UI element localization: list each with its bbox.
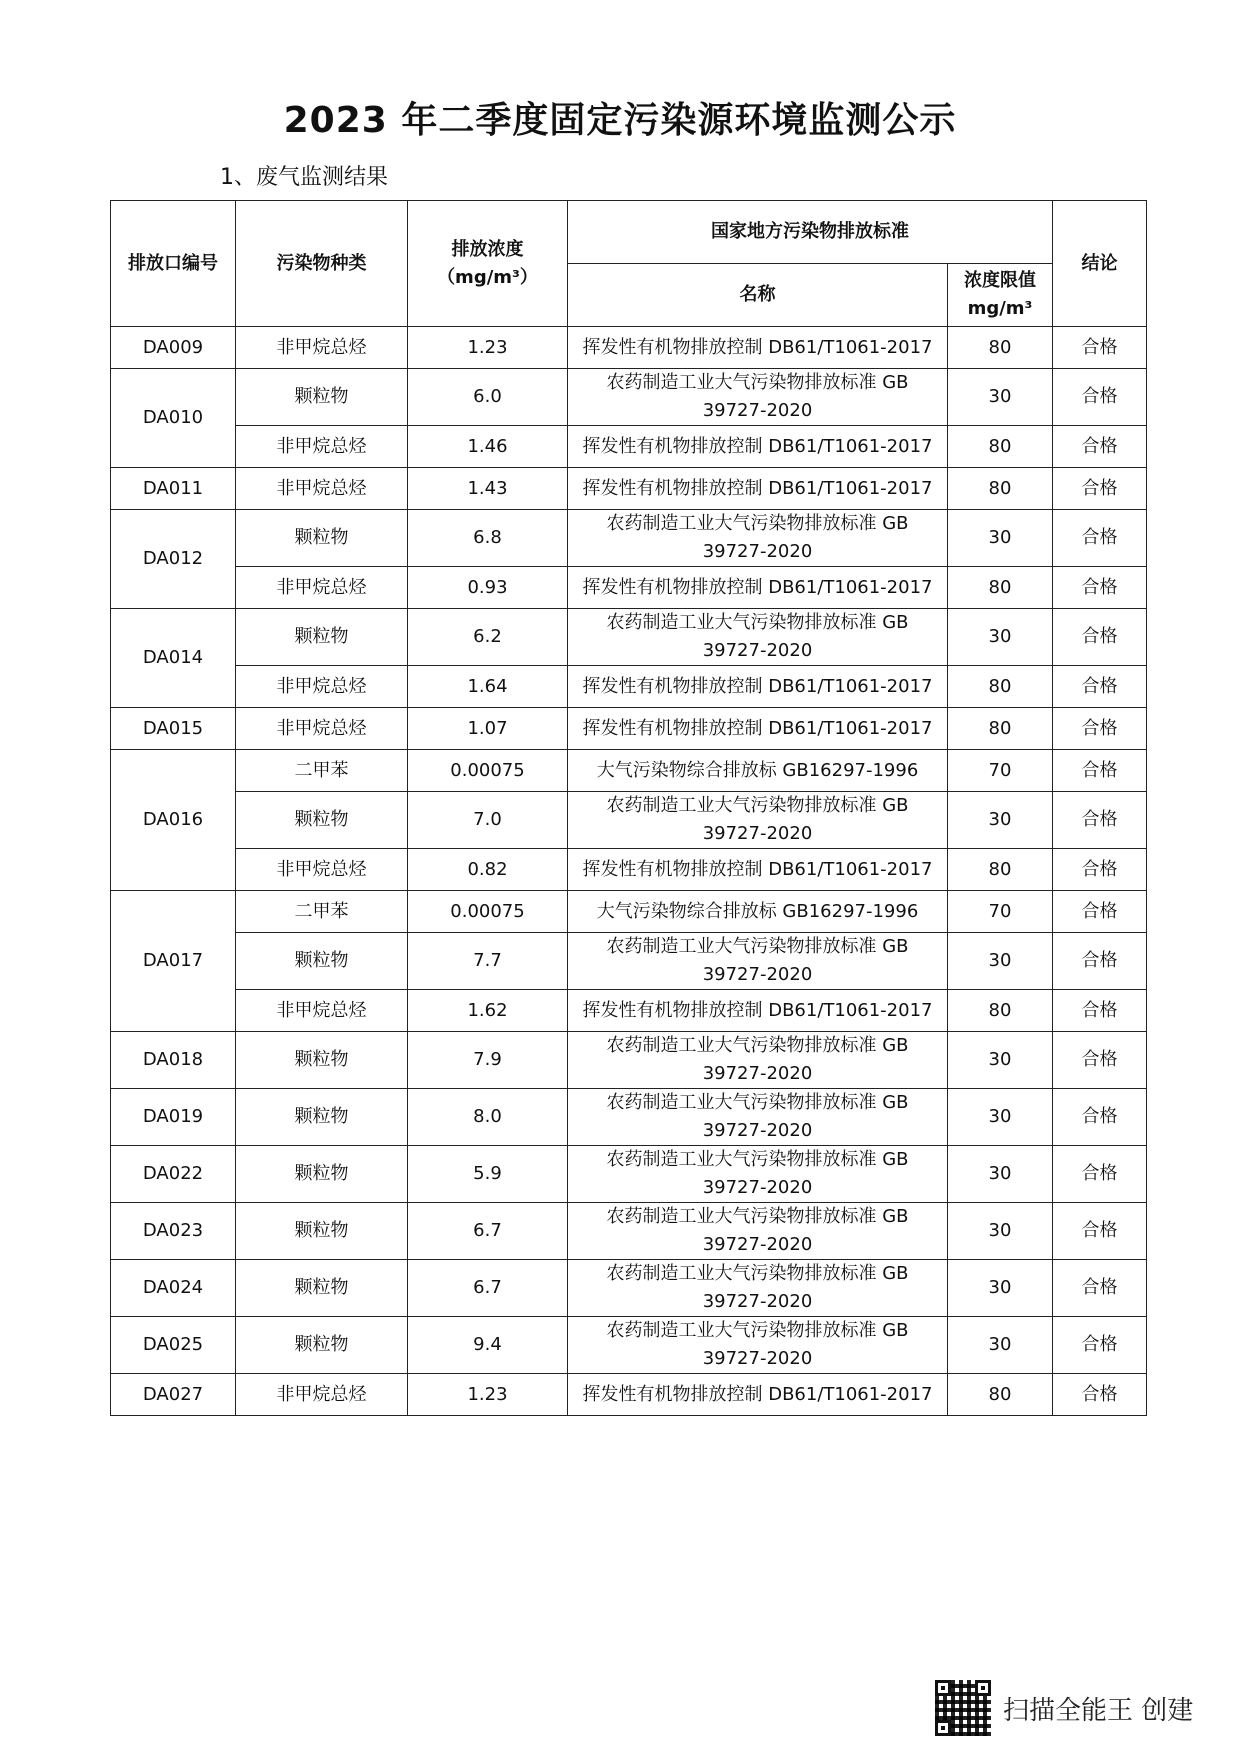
conclusion-cell: 合格 bbox=[1053, 1260, 1147, 1317]
standard-cell: 农药制造工业大气污染物排放标准 GB 39727-2020 bbox=[568, 1203, 948, 1260]
table-row bbox=[111, 1146, 1147, 1203]
pollutant-cell: 非甲烷总烃 bbox=[236, 849, 408, 891]
outlet-cell: DA017 bbox=[111, 891, 236, 1032]
table-row bbox=[111, 1260, 1147, 1317]
standard-cell: 挥发性有机物排放控制 DB61/T1061-2017 bbox=[568, 666, 948, 708]
pollutant-cell: 非甲烷总烃 bbox=[236, 708, 408, 750]
outlet-cell: DA014 bbox=[111, 609, 236, 708]
conclusion-cell: 合格 bbox=[1053, 849, 1147, 891]
table-row bbox=[111, 510, 1147, 567]
standard-cell: 农药制造工业大气污染物排放标准 GB 39727-2020 bbox=[568, 1260, 948, 1317]
table-row bbox=[111, 1374, 1147, 1416]
table-row bbox=[111, 708, 1147, 750]
limit-cell: 80 bbox=[948, 426, 1053, 468]
table-row bbox=[111, 1032, 1147, 1089]
limit-cell: 80 bbox=[948, 990, 1053, 1032]
conclusion-cell: 合格 bbox=[1053, 426, 1147, 468]
standard-cell: 挥发性有机物排放控制 DB61/T1061-2017 bbox=[568, 708, 948, 750]
outlet-cell: DA011 bbox=[111, 468, 236, 510]
limit-cell: 80 bbox=[948, 567, 1053, 609]
standard-cell: 大气污染物综合排放标 GB16297-1996 bbox=[568, 891, 948, 933]
concentration-cell: 7.7 bbox=[408, 933, 568, 990]
concentration-cell: 1.43 bbox=[408, 468, 568, 510]
outlet-cell: DA027 bbox=[111, 1374, 236, 1416]
pollutant-cell: 二甲苯 bbox=[236, 891, 408, 933]
conclusion-cell: 合格 bbox=[1053, 369, 1147, 426]
concentration-cell: 0.00075 bbox=[408, 891, 568, 933]
limit-cell: 80 bbox=[948, 708, 1053, 750]
outlet-cell: DA025 bbox=[111, 1317, 236, 1374]
header-limit bbox=[948, 264, 1053, 327]
standard-cell: 挥发性有机物排放控制 DB61/T1061-2017 bbox=[568, 426, 948, 468]
concentration-cell: 6.7 bbox=[408, 1203, 568, 1260]
standard-cell: 农药制造工业大气污染物排放标准 GB 39727-2020 bbox=[568, 933, 948, 990]
standard-cell: 农药制造工业大气污染物排放标准 GB 39727-2020 bbox=[568, 369, 948, 426]
limit-cell: 30 bbox=[948, 1203, 1053, 1260]
limit-cell: 80 bbox=[948, 468, 1053, 510]
watermark-text: 扫描全能王 创建 bbox=[1003, 1695, 1194, 1726]
concentration-cell: 9.4 bbox=[408, 1317, 568, 1374]
standard-cell: 大气污染物综合排放标 GB16297-1996 bbox=[568, 750, 948, 792]
concentration-cell: 1.07 bbox=[408, 708, 568, 750]
header-conclusion: 结论 bbox=[1053, 201, 1147, 327]
table-row bbox=[111, 1203, 1147, 1260]
outlet-cell: DA016 bbox=[111, 750, 236, 891]
header-concentration-unit: （mg/m³） bbox=[437, 266, 538, 288]
limit-cell: 30 bbox=[948, 369, 1053, 426]
header-outlet: 排放口编号 bbox=[111, 201, 236, 327]
limit-cell: 30 bbox=[948, 1317, 1053, 1374]
header-standard-name: 名称 bbox=[568, 264, 948, 327]
pollutant-cell: 颗粒物 bbox=[236, 1032, 408, 1089]
header-standard-group: 国家地方污染物排放标准 bbox=[568, 201, 1053, 264]
pollutant-cell: 颗粒物 bbox=[236, 933, 408, 990]
outlet-cell: DA019 bbox=[111, 1089, 236, 1146]
pollutant-cell: 非甲烷总烃 bbox=[236, 567, 408, 609]
table-row bbox=[111, 567, 1147, 609]
limit-cell: 30 bbox=[948, 510, 1053, 567]
table-row bbox=[111, 327, 1147, 369]
pollutant-cell: 非甲烷总烃 bbox=[236, 1374, 408, 1416]
concentration-cell: 1.62 bbox=[408, 990, 568, 1032]
concentration-cell: 6.0 bbox=[408, 369, 568, 426]
standard-cell: 挥发性有机物排放控制 DB61/T1061-2017 bbox=[568, 468, 948, 510]
pollutant-cell: 颗粒物 bbox=[236, 1260, 408, 1317]
outlet-cell: DA023 bbox=[111, 1203, 236, 1260]
outlet-cell: DA018 bbox=[111, 1032, 236, 1089]
header-limit-unit: mg/m³ bbox=[967, 298, 1033, 319]
conclusion-cell: 合格 bbox=[1053, 1203, 1147, 1260]
section-heading: 1、废气监测结果 bbox=[220, 165, 388, 190]
conclusion-cell: 合格 bbox=[1053, 567, 1147, 609]
header-limit-label: 浓度限值 bbox=[964, 270, 1036, 291]
standard-cell: 农药制造工业大气污染物排放标准 GB 39727-2020 bbox=[568, 1089, 948, 1146]
pollutant-cell: 颗粒物 bbox=[236, 1146, 408, 1203]
standard-cell: 农药制造工业大气污染物排放标准 GB 39727-2020 bbox=[568, 792, 948, 849]
concentration-cell: 1.46 bbox=[408, 426, 568, 468]
pollutant-cell: 非甲烷总烃 bbox=[236, 990, 408, 1032]
limit-cell: 70 bbox=[948, 750, 1053, 792]
standard-cell: 挥发性有机物排放控制 DB61/T1061-2017 bbox=[568, 990, 948, 1032]
table-row bbox=[111, 369, 1147, 426]
table-row bbox=[111, 933, 1147, 990]
header-concentration-label: 排放浓度 bbox=[451, 238, 524, 260]
conclusion-cell: 合格 bbox=[1053, 510, 1147, 567]
limit-cell: 70 bbox=[948, 891, 1053, 933]
limit-cell: 80 bbox=[948, 327, 1053, 369]
standard-cell: 挥发性有机物排放控制 DB61/T1061-2017 bbox=[568, 849, 948, 891]
pollutant-cell: 非甲烷总烃 bbox=[236, 327, 408, 369]
table-row bbox=[111, 426, 1147, 468]
limit-cell: 30 bbox=[948, 933, 1053, 990]
standard-cell: 农药制造工业大气污染物排放标准 GB 39727-2020 bbox=[568, 609, 948, 666]
header-pollutant: 污染物种类 bbox=[236, 201, 408, 327]
concentration-cell: 1.23 bbox=[408, 327, 568, 369]
concentration-cell: 5.9 bbox=[408, 1146, 568, 1203]
limit-cell: 80 bbox=[948, 1374, 1053, 1416]
concentration-cell: 8.0 bbox=[408, 1089, 568, 1146]
concentration-cell: 0.82 bbox=[408, 849, 568, 891]
pollutant-cell: 非甲烷总烃 bbox=[236, 666, 408, 708]
concentration-cell: 6.2 bbox=[408, 609, 568, 666]
limit-cell: 30 bbox=[948, 1146, 1053, 1203]
conclusion-cell: 合格 bbox=[1053, 1374, 1147, 1416]
concentration-cell: 6.8 bbox=[408, 510, 568, 567]
table-row bbox=[111, 1089, 1147, 1146]
limit-cell: 30 bbox=[948, 792, 1053, 849]
standard-cell: 挥发性有机物排放控制 DB61/T1061-2017 bbox=[568, 327, 948, 369]
standard-cell: 农药制造工业大气污染物排放标准 GB 39727-2020 bbox=[568, 1032, 948, 1089]
outlet-cell: DA012 bbox=[111, 510, 236, 609]
pollutant-cell: 颗粒物 bbox=[236, 792, 408, 849]
table-row bbox=[111, 609, 1147, 666]
table-row bbox=[111, 891, 1147, 933]
limit-cell: 30 bbox=[948, 609, 1053, 666]
table-row bbox=[111, 750, 1147, 792]
table-row bbox=[111, 792, 1147, 849]
standard-cell: 挥发性有机物排放控制 DB61/T1061-2017 bbox=[568, 1374, 948, 1416]
conclusion-cell: 合格 bbox=[1053, 933, 1147, 990]
pollutant-cell: 颗粒物 bbox=[236, 369, 408, 426]
conclusion-cell: 合格 bbox=[1053, 750, 1147, 792]
page-title: 2023 年二季度固定污染源环境监测公示 bbox=[283, 100, 957, 141]
pollutant-cell: 颗粒物 bbox=[236, 1089, 408, 1146]
standard-cell: 农药制造工业大气污染物排放标准 GB 39727-2020 bbox=[568, 510, 948, 567]
conclusion-cell: 合格 bbox=[1053, 327, 1147, 369]
outlet-cell: DA009 bbox=[111, 327, 236, 369]
conclusion-cell: 合格 bbox=[1053, 891, 1147, 933]
conclusion-cell: 合格 bbox=[1053, 666, 1147, 708]
pollutant-cell: 颗粒物 bbox=[236, 510, 408, 567]
concentration-cell: 1.64 bbox=[408, 666, 568, 708]
outlet-cell: DA010 bbox=[111, 369, 236, 468]
limit-cell: 30 bbox=[948, 1032, 1053, 1089]
concentration-cell: 6.7 bbox=[408, 1260, 568, 1317]
pollutant-cell: 颗粒物 bbox=[236, 1203, 408, 1260]
table-row bbox=[111, 468, 1147, 510]
outlet-cell: DA024 bbox=[111, 1260, 236, 1317]
conclusion-cell: 合格 bbox=[1053, 792, 1147, 849]
outlet-cell: DA015 bbox=[111, 708, 236, 750]
pollutant-cell: 颗粒物 bbox=[236, 1317, 408, 1374]
limit-cell: 30 bbox=[948, 1260, 1053, 1317]
pollutant-cell: 颗粒物 bbox=[236, 609, 408, 666]
conclusion-cell: 合格 bbox=[1053, 468, 1147, 510]
concentration-cell: 0.00075 bbox=[408, 750, 568, 792]
emission-table bbox=[110, 200, 1147, 1416]
conclusion-cell: 合格 bbox=[1053, 990, 1147, 1032]
limit-cell: 30 bbox=[948, 1089, 1053, 1146]
conclusion-cell: 合格 bbox=[1053, 1146, 1147, 1203]
limit-cell: 80 bbox=[948, 666, 1053, 708]
standard-cell: 农药制造工业大气污染物排放标准 GB 39727-2020 bbox=[568, 1317, 948, 1374]
standard-cell: 农药制造工业大气污染物排放标准 GB 39727-2020 bbox=[568, 1146, 948, 1203]
pollutant-cell: 二甲苯 bbox=[236, 750, 408, 792]
conclusion-cell: 合格 bbox=[1053, 708, 1147, 750]
concentration-cell: 7.9 bbox=[408, 1032, 568, 1089]
pollutant-cell: 非甲烷总烃 bbox=[236, 468, 408, 510]
conclusion-cell: 合格 bbox=[1053, 1089, 1147, 1146]
scanner-watermark bbox=[935, 1680, 1193, 1736]
concentration-cell: 7.0 bbox=[408, 792, 568, 849]
header-concentration bbox=[408, 201, 568, 327]
conclusion-cell: 合格 bbox=[1053, 609, 1147, 666]
table-row bbox=[111, 990, 1147, 1032]
conclusion-cell: 合格 bbox=[1053, 1317, 1147, 1374]
pollutant-cell: 非甲烷总烃 bbox=[236, 426, 408, 468]
table-body bbox=[111, 327, 1147, 1416]
table-row bbox=[111, 666, 1147, 708]
concentration-cell: 0.93 bbox=[408, 567, 568, 609]
conclusion-cell: 合格 bbox=[1053, 1032, 1147, 1089]
qr-code-icon bbox=[935, 1680, 991, 1736]
outlet-cell: DA022 bbox=[111, 1146, 236, 1203]
table-row bbox=[111, 849, 1147, 891]
standard-cell: 挥发性有机物排放控制 DB61/T1061-2017 bbox=[568, 567, 948, 609]
limit-cell: 80 bbox=[948, 849, 1053, 891]
concentration-cell: 1.23 bbox=[408, 1374, 568, 1416]
table-row bbox=[111, 1317, 1147, 1374]
